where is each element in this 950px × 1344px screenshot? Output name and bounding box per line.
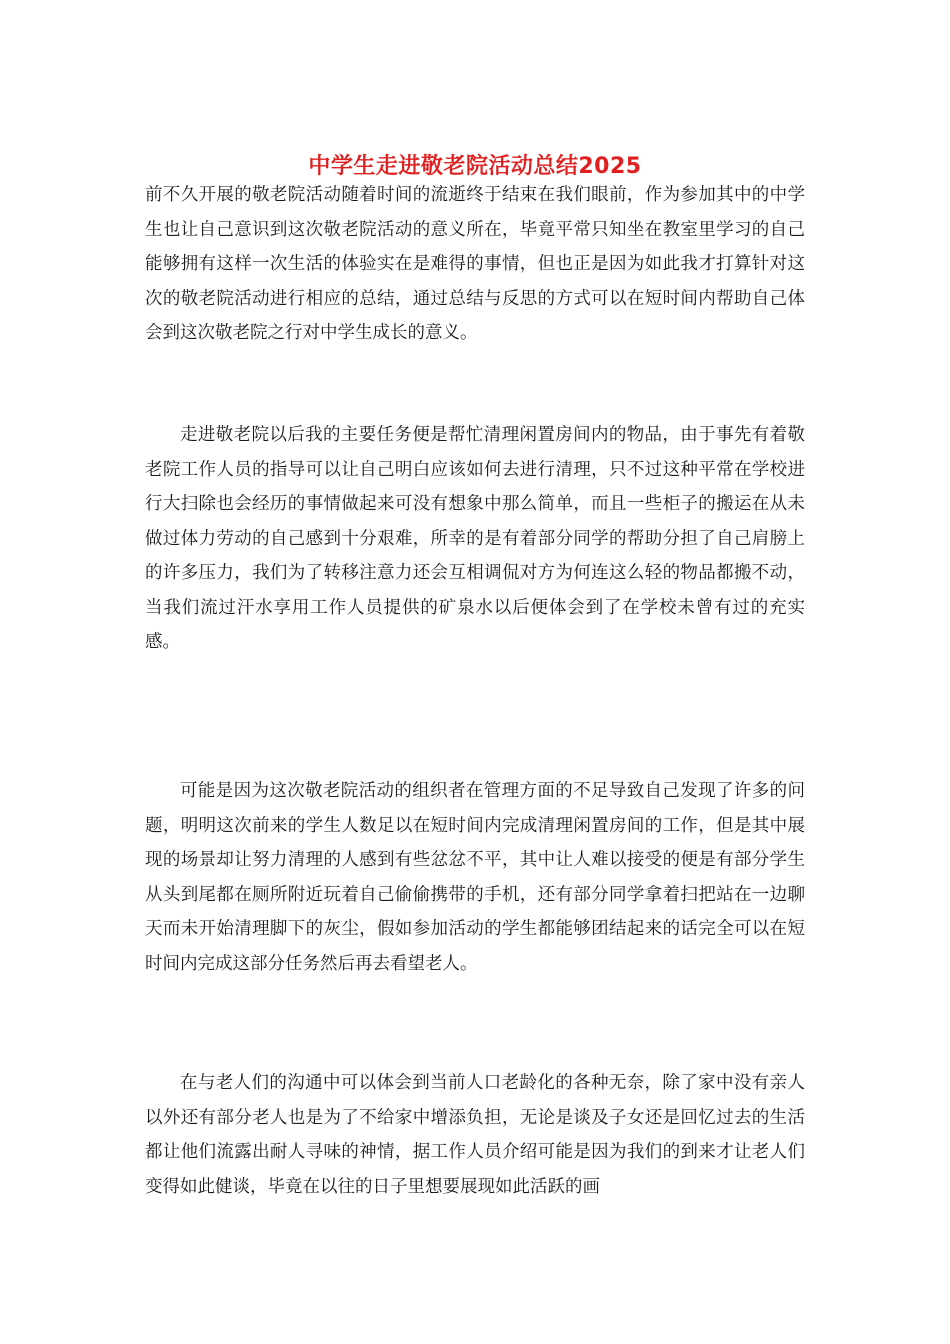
paragraph-2: 走进敬老院以后我的主要任务便是帮忙清理闲置房间内的物品，由于事先有着敬老院工作人员的指导可以让自己明白应该如何去进行清理，只不过这种平常在学校进行大扫除也会经历的事情做起来可没有想象中那么简单，而且一些柜子的搬运在从未做过体力劳动的自己感到十分艰难，所幸的是有着部分同学的帮助分担了自己肩膀上的许多压力，我们为了转移注意力还会互相调侃对方为何连这么轻的物品都搬不动，当我们流过汗水享用工作人员提供的矿泉水以后便体会到了在学校未曾有过的充实感。 [145,425,805,652]
paragraph-1: 前不久开展的敬老院活动随着时间的流逝终于结束在我们眼前，作为参加其中的中学生也让自己意识到这次敬老院活动的意义所在，毕竟平常只知坐在教室里学习的自己能够拥有这样一次生活的体验实在是难得的事情，但也正是因为如此我才打算针对这次的敬老院活动进行相应的总结，通过总结与反思的方式可以在短时间内帮助自己体会到这次敬老院之行对中学生成长的意义。 [145,185,805,343]
paragraph-4: 在与老人们的沟通中可以体会到当前人口老龄化的各种无奈，除了家中没有亲人以外还有部分老人也是为了不给家中增添负担，无论是谈及子女还是回忆过去的生活都让他们流露出耐人寻味的神情，据工作人员介绍可能是因为我们的到来才让老人们变得如此健谈，毕竟在以往的日子里想要展现如此活跃的画 [145,1073,805,1197]
document-title: 中学生走进敬老院活动总结2025 [308,154,642,179]
paragraph-3: 可能是因为这次敬老院活动的组织者在管理方面的不足导致自己发现了许多的问题，明明这次前来的学生人数足以在短时间内完成清理闲置房间的工作，但是其中展现的场景却让努力清理的人感到有些忿忿不平，其中让人难以接受的便是有部分学生从头到尾都在厕所附近玩着自己偷偷携带的手机，还有部分同学拿着扫把站在一边聊天而未开始清理脚下的灰尘，假如参加活动的学生都能够团结起来的话完全可以在短时间内完成这部分任务然后再去看望老人。 [145,781,805,974]
